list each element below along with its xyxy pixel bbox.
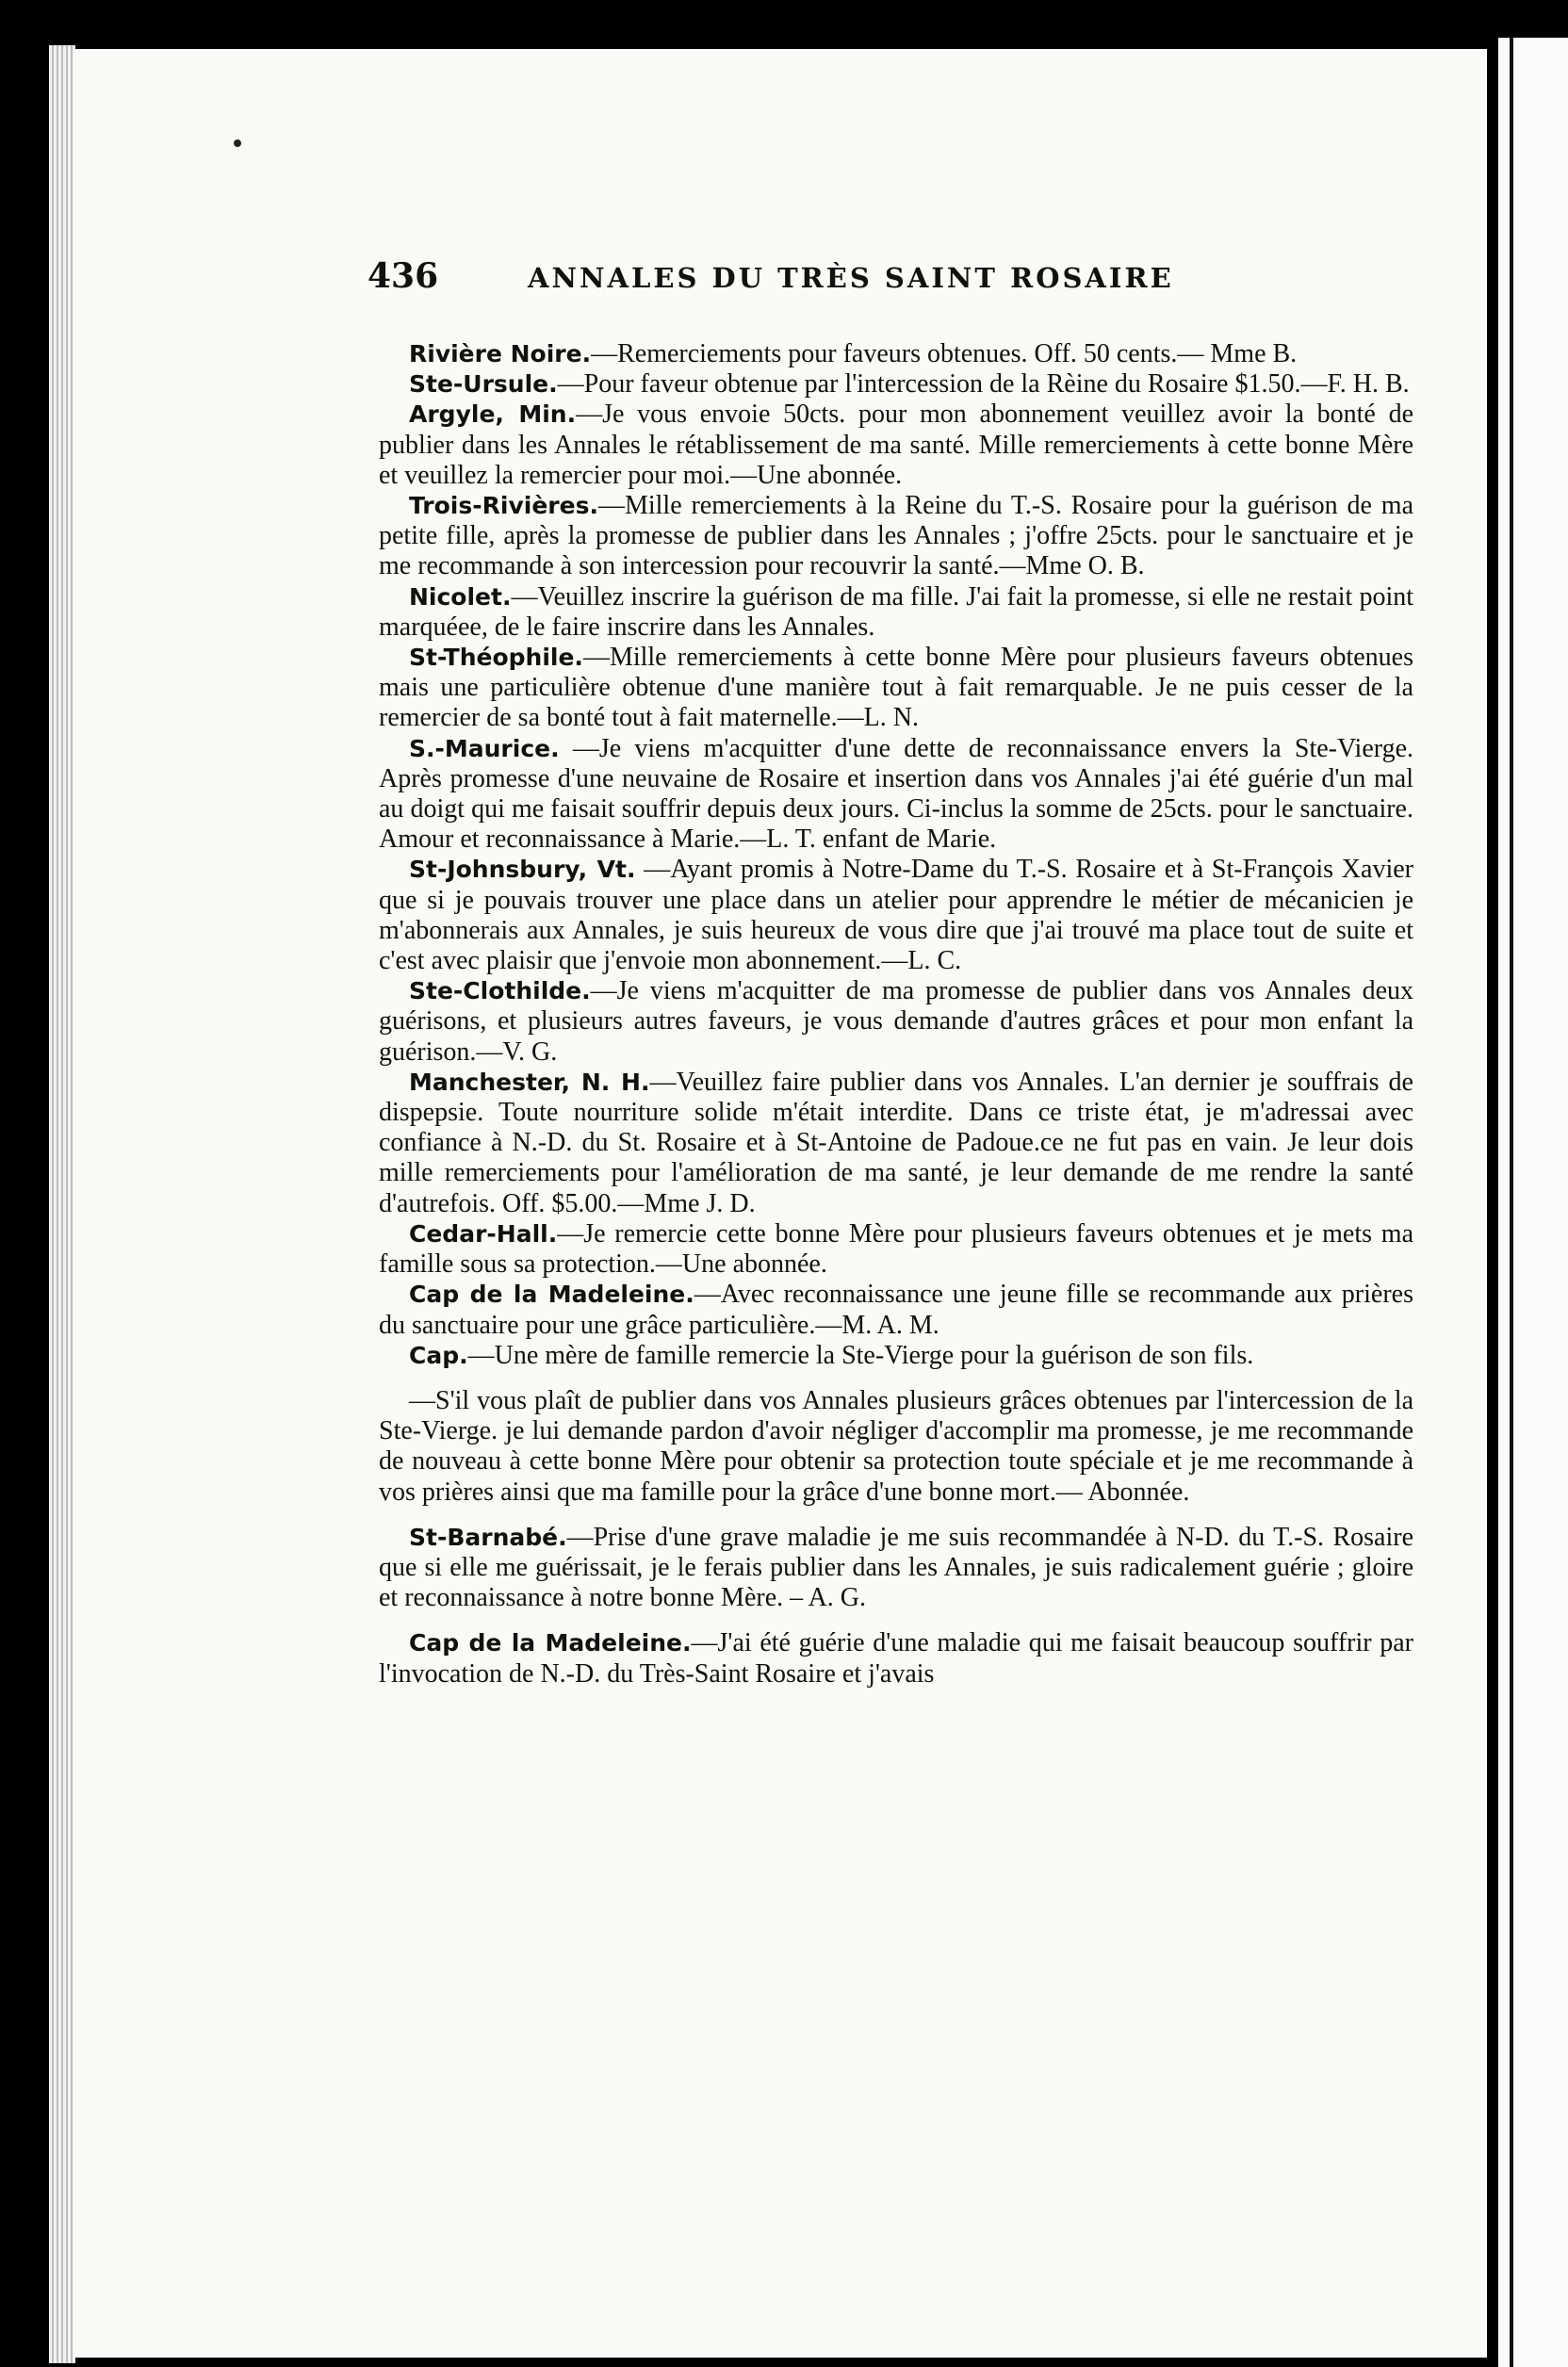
entry (379, 339, 1413, 369)
entry-text: —Avec reconnaissance une jeune fille se recommande aux prières du sanctuaire pour une grâce particulière.—M. A. M. (379, 1280, 1413, 1340)
entry-location: Cap de la Madeleine. (409, 1281, 694, 1309)
entry (379, 855, 1413, 976)
entry-text: —Mille remerciements à cette bonne Mère pour plusieurs faveurs obtenues mais une particulière obtenue d'une manière tout à fait remarquable. Je ne puis cesser de la remercier de sa bonté tout à fait maternelle.—L. N. (379, 643, 1413, 733)
speck (234, 139, 241, 147)
page-number: 436 (368, 256, 439, 296)
entry (379, 1068, 1413, 1219)
entry-location: Rivière Noire. (409, 340, 592, 367)
entry (379, 582, 1413, 643)
entry-text: —S'il vous plaît de publier dans vos Annales plusieurs grâces obtenues par l'intercession de la Ste-Vierge. je lui demande pardon d'avoir négliger d'accomplir ma promesse, je me recommande de nouveau à cette bonne Mère pour obtenir sa protection toute spéciale et je me recommande à vos prières ainsi que ma famille pour la grâce d'une bonne mort.— Abonnée. (379, 1385, 1413, 1507)
entry-location: St-Johnsbury, Vt. (409, 856, 636, 884)
entry-location: S.-Maurice. (409, 734, 560, 762)
entry-location: Cap. (409, 1341, 468, 1369)
entry-text: —Je remercie cette bonne Mère pour plusieurs faveurs obtenues et je mets ma famille sous sa protection.—Une abonnée. (379, 1218, 1413, 1280)
entry-location: Manchester, N. H. (409, 1068, 650, 1096)
entry (379, 400, 1413, 491)
entry-text: —Pour faveur obtenue par l'intercession de la Rèine du Rosaire $1.50.—F. H. B. (557, 369, 1410, 400)
entry-text: —Je viens m'acquitter d'une dette de reconnaissance envers la Ste-Vierge. Après promesse d'une neuvaine de Rosaire et insertion dans vos Annales j'ai été guérie d'un mal au doigt qui me faisait souffrir depuis deux jours. Ci-inclus la somme de 25cts. pour le sanctuaire. Amour et reconnaissance à Marie.—L. T. enfant de Marie. (379, 733, 1413, 855)
entry-location: Trois-Rivières. (409, 492, 598, 520)
page-stack-edge (49, 45, 75, 2363)
entry (379, 1341, 1413, 1371)
entry (379, 1280, 1413, 1340)
entry (379, 1386, 1413, 1508)
entry-text: —J'ai été guérie d'une maladie qui me faisait beaucoup souffrir par l'invocation de N.-D. du Très-Saint Rosaire et j'avais (379, 1628, 1413, 1689)
entry-text: —Une mère de famille remercie la Ste-Vierge pour la guérison de son fils. (467, 1340, 1254, 1370)
entry-location: Nicolet. (409, 582, 512, 611)
entry-location: Ste-Ursule. (409, 370, 558, 399)
entry-text: —Veuillez inscrire la guérison de ma fille. J'ai fait la promesse, si elle ne restait point marquéee, de le faire inscrire dans les Annales. (379, 581, 1413, 642)
entry (379, 734, 1413, 856)
facing-page-edge (1498, 38, 1568, 2367)
entry-location: St-Barnabé. (409, 1523, 567, 1551)
entry (379, 643, 1413, 734)
entry (379, 1219, 1413, 1280)
entry-location: Argyle, Min. (409, 400, 577, 429)
entry-location: St-Théophile. (409, 644, 583, 672)
entry-text: —Je vous envoie 50cts. pour mon abonnement veuillez avoir la bonté de publier dans les Annales le rétablissement de ma santé. Mille remerciements à cette bonne Mère et veuillez la remercier pour moi.—Une abonnée. (379, 400, 1413, 490)
entry (379, 491, 1413, 582)
entry-location: Ste-Clothilde. (409, 977, 591, 1005)
entry-location: Cap de la Madeleine. (409, 1629, 692, 1657)
entry-text: —Je viens m'acquitter de ma promesse de publier dans vos Annales deux guérisons, et plusieurs autres faveurs, je vous demande d'autres grâces et pour mon enfant la guérison.—V. G. (379, 976, 1413, 1067)
entry (379, 1523, 1413, 1614)
entry (379, 369, 1413, 400)
entry (379, 1628, 1413, 1689)
entry-text: —Prise d'une grave maladie je me suis recommandée à N-D. du T.-S. Rosaire que si elle me guérissait, je le ferais publier dans les Annales, je suis radicalement guérie ; gloire et reconnaissance à notre bonne Mère. – A. G. (379, 1522, 1413, 1613)
entry-location: Cedar-Hall. (409, 1219, 558, 1248)
entry-text: —Veuillez faire publier dans vos Annales. L'an dernier je souffrais de dispepsie. Toute nourriture solide m'était interdite. Dans ce triste état, je m'adressai avec confiance à N.-D. du St. Rosaire et à St-Antoine de Padoue.ce ne fut pas en vain. Je leur dois mille remerciements pour l'amélioration de ma santé, je leur demande de me rendre la santé d'autrefois. Off. $5.00.—Mme J. D. (379, 1067, 1413, 1218)
running-title: ANNALES DU TRÈS SAINT ROSAIRE (528, 262, 1174, 294)
entry-text: —Mille remerciements à la Reine du T.-S. Rosaire pour la guérison de ma petite fille, après la promesse de publier dans les Annales ; j'offre 25cts. pour le sanctuaire et je me recommande à son intercession pour recouvrir la santé.—Mme O. B. (379, 491, 1413, 581)
page-body (379, 339, 1413, 1690)
entry (379, 976, 1413, 1068)
entry-text: —Remerciements pour faveurs obtenues. Off. 50 cents.— Mme B. (591, 339, 1298, 368)
running-header (368, 256, 1234, 313)
entry-text: —Ayant promis à Notre-Dame du T.-S. Rosaire et à St-François Xavier que si je pouvais trouver une place dans un atelier pour apprendre le métier de mécanicien je m'abonnerais aux Annales, je suis heureux de vous dire que j'ai trouvé ma place tout de suite et c'est avec plaisir que j'envoie mon abonnement.—L. C. (379, 855, 1413, 976)
